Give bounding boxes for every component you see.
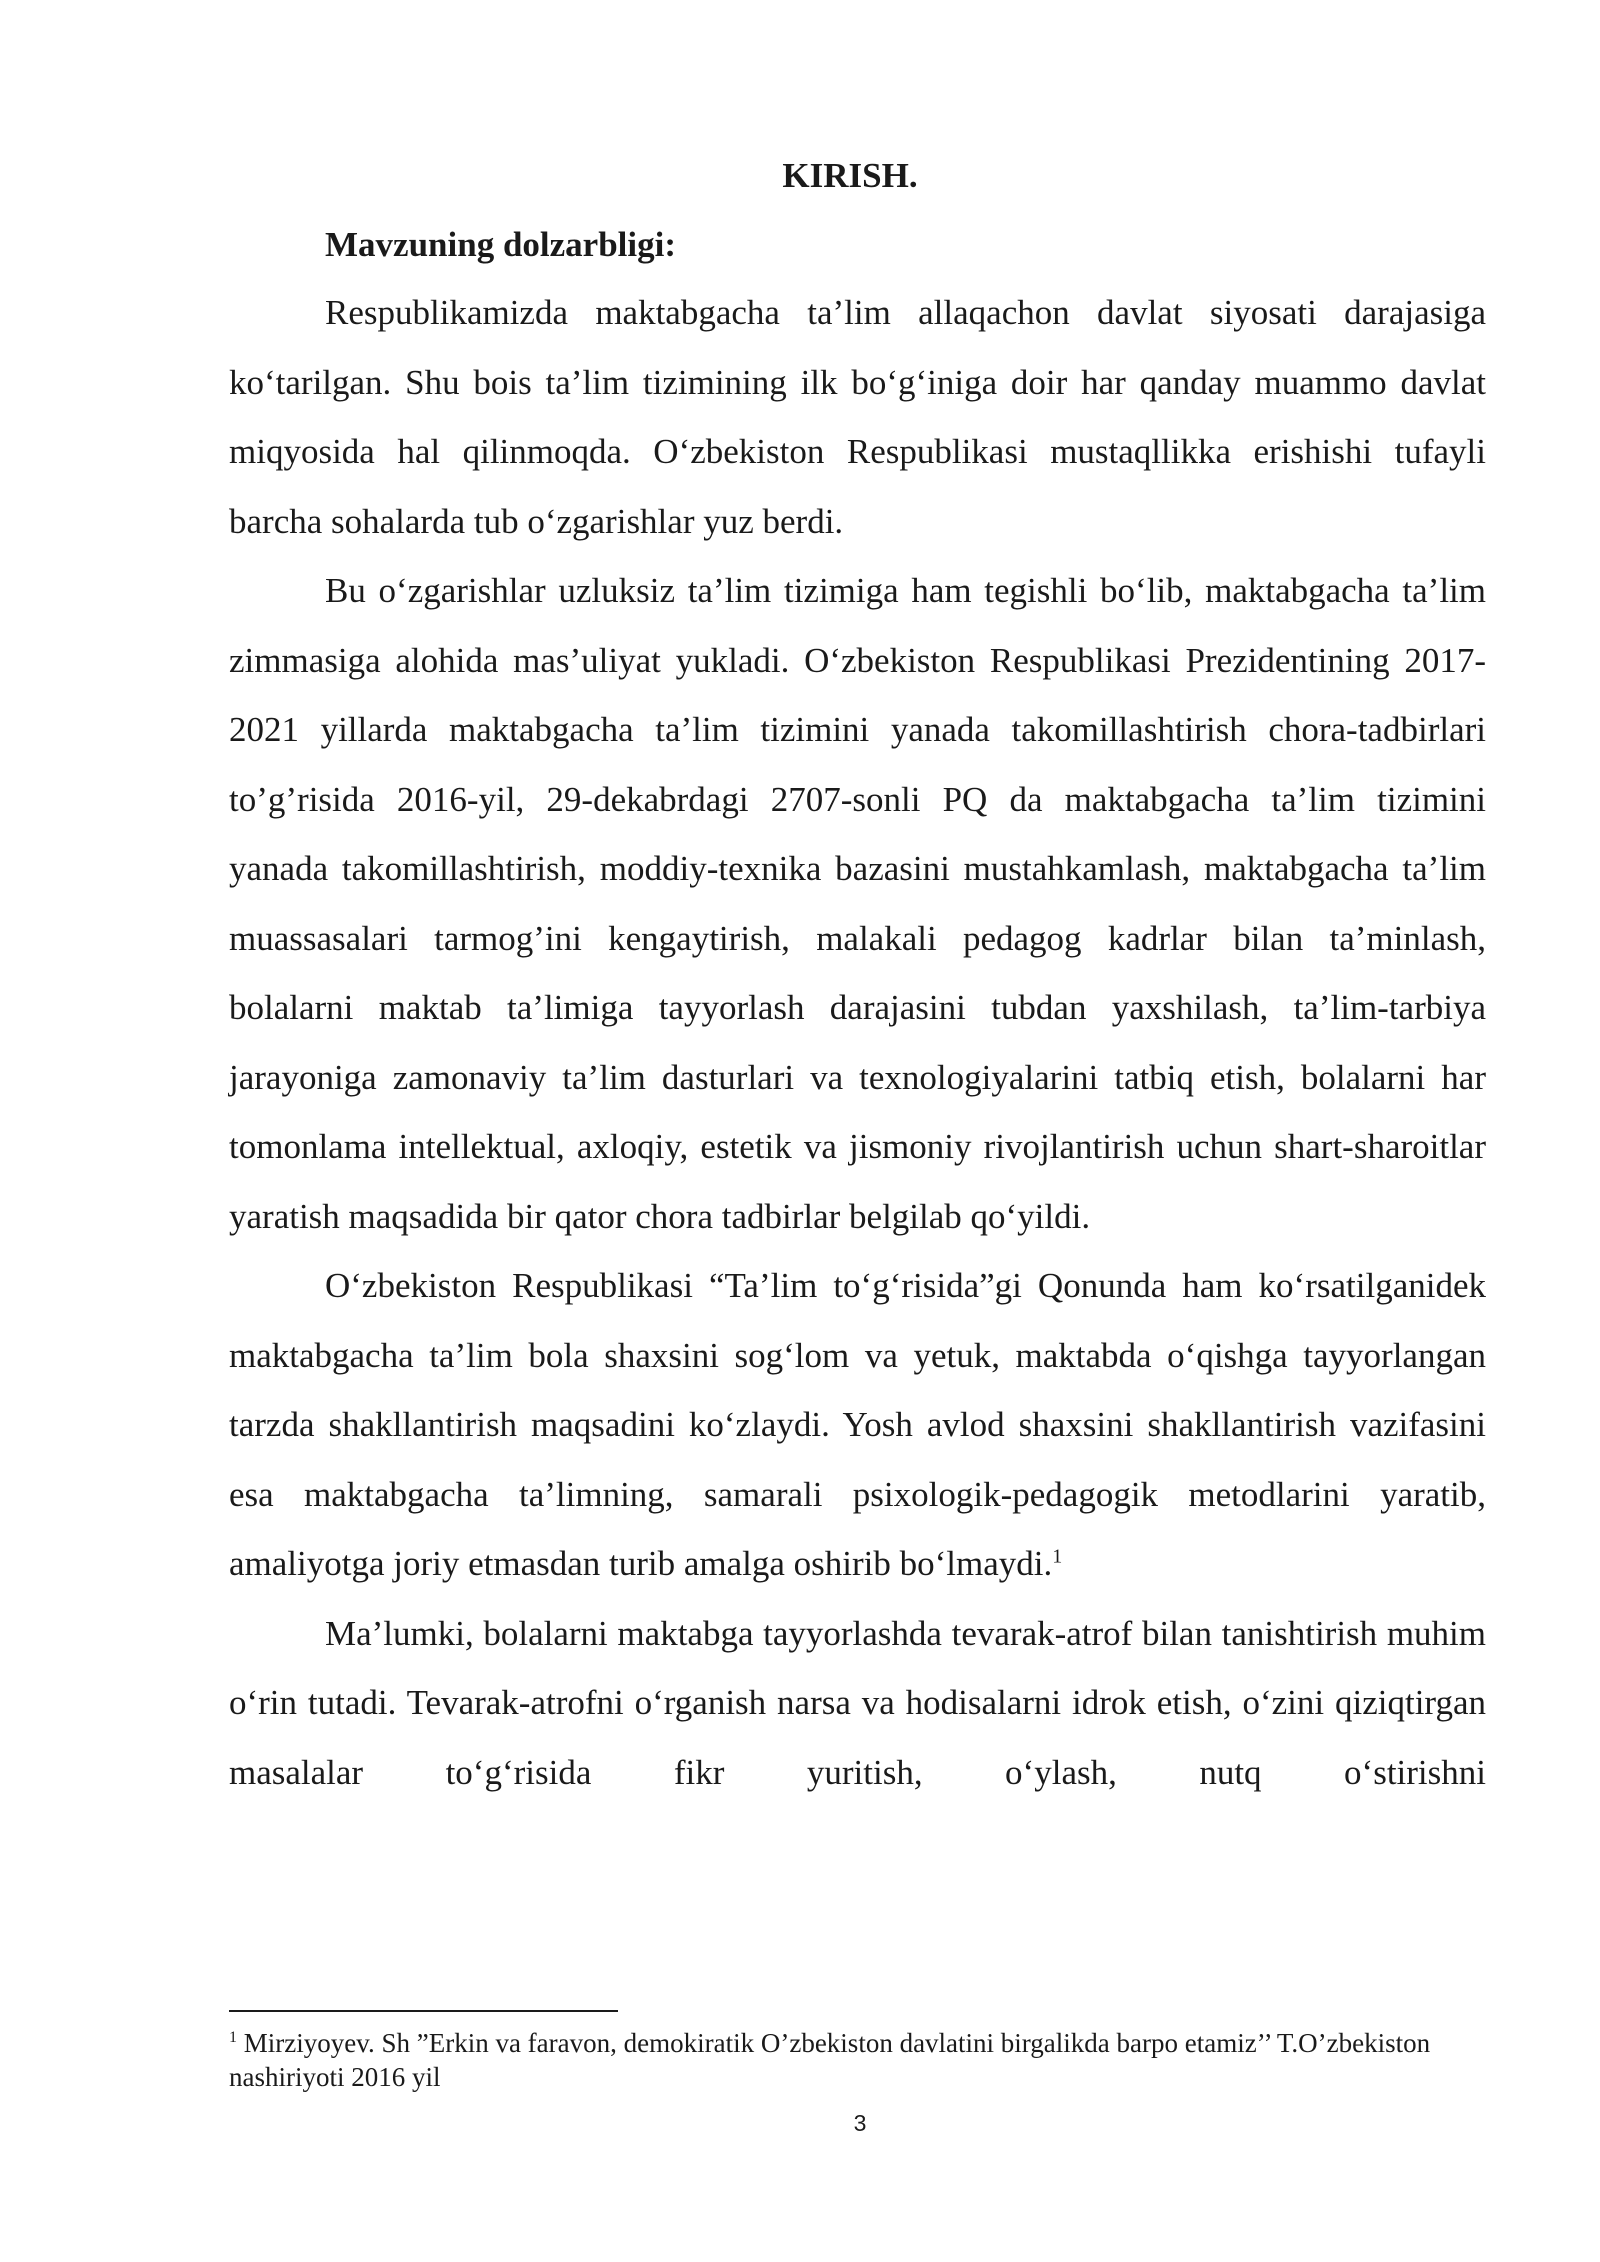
page-number: 3 <box>853 2110 867 2136</box>
footnote-reference[interactable]: 1 <box>1052 1545 1063 1568</box>
footnote-marker: 1 <box>229 2029 237 2046</box>
paragraph-4 <box>229 1599 1486 1808</box>
section-subtitle: Mavzuning dolzarbligi: <box>325 225 676 264</box>
paragraph-2-text: Bu o‘zgarishlar uzluksiz ta’lim tizimiga ham tegishli bo‘lib, maktabgacha ta’lim zimmasiga alohida mas’uliyat yukladi. O‘zbekiston Respublikasi Prezidentining 2017-2021 yillarda maktabgacha ta’lim tizimini yanada takomillashtirish chora-tadbirlari to’g’risida 2016-yil, 29-dekabrdagi 2707-sonli PQ da maktabgacha ta’lim tizimini yanada takomillashtirish, moddiy-texnika bazasini mustahkamlash, maktabgacha ta’lim muassasalari tarmog’ini kengaytirish, malakali pedagog kadrlar bilan ta’minlash, bolalarni maktab ta’limiga tayyorlash darajasini tubdan yaxshilash, ta’lim-tarbiya jarayoniga zamonaviy ta’lim dasturlari va texnologiyalarini tatbiq etish, bolalarni har tomonlama intellektual, axloqiy, estetik va jismoniy rivojlantirish uchun shart-sharoitlar yaratish maqsadida bir qator chora tadbirlar belgilab qo‘yildi. <box>229 571 1486 1236</box>
paragraph-1 <box>229 278 1486 556</box>
paragraph-1-text: Respublikamizda maktabgacha ta’lim allaqachon davlat siyosati darajasiga ko‘tarilgan. Shu bois ta’lim tizimining ilk bo‘g‘iniga doir har qanday muammo davlat miqyosida hal qilinmoqda. O‘zbekiston Respublikasi mustaqllikka erishishi tufayli barcha sohalarda tub o‘zgarishlar yuz berdi. <box>229 293 1486 541</box>
paragraph-2 <box>229 556 1486 1251</box>
body-text <box>229 278 1486 1807</box>
paragraph-4-text: Ma’lumki, bolalarni maktabga tayyorlashda tevarak-atrof bilan tanishtirish muhim o‘rin tutadi. Tevarak-atrofni o‘rganish narsa va hodisalarni idrok etish, o‘zini qiziqtirgan masalalar to‘g‘risida fikr yuritish, o‘ylash, nutq o‘stirishni <box>229 1613 1486 1792</box>
paragraph-3 <box>229 1251 1486 1599</box>
footnote-separator <box>229 2010 618 2012</box>
footnote <box>229 2026 1486 2094</box>
page-title: KIRISH. <box>782 156 918 195</box>
paragraph-3-text: O‘zbekiston Respublikasi “Ta’lim to‘g‘risida”gi Qonunda ham ko‘rsatilganidek maktabgacha ta’lim bola shaxsini sog‘lom va yetuk, maktabda o‘qishga tayyorlangan tarzda shakllantirish maqsadini ko‘zlaydi. Yosh avlod shaxsini shakllantirish vazifasini esa maktabgacha ta’limning, samarali psixologik-pedagogik metodlarini yaratib, amaliyotga joriy etmasdan turib amalga oshirib bo‘lmaydi. <box>229 1266 1486 1583</box>
footnote-text: Mirziyoyev. Sh ”Erkin va faravon, demokiratik O’zbekiston davlatini birgalikda barpo etamiz’’ T.O’zbekiston nashiriyoti 2016 yil <box>229 2028 1431 2092</box>
